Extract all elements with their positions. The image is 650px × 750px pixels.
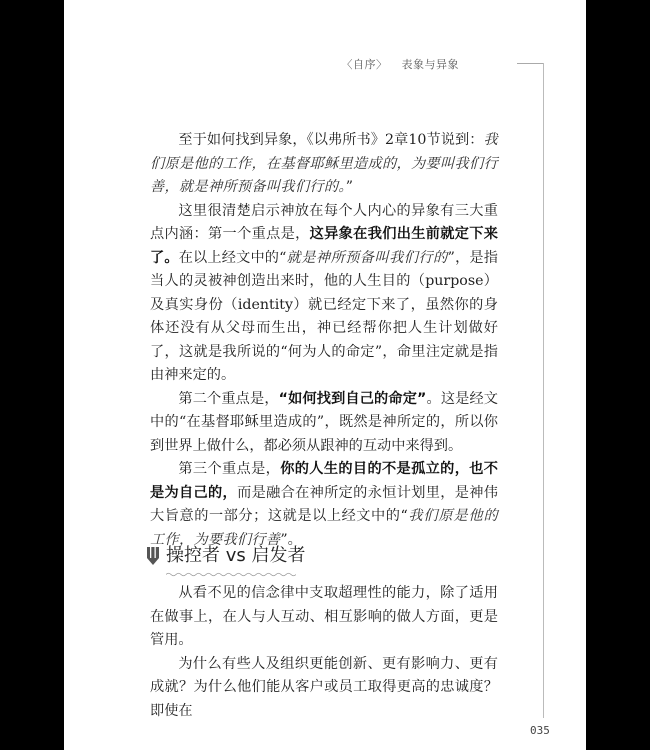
body-text: 在以上经文中的“ xyxy=(178,249,287,266)
scripture-quote: 我们原是他的工作，为要我们行善 xyxy=(150,508,498,548)
paragraph: 为什么有些人及组织更能创新、更有影响力、更有成就？为什么他们能从客户或员工取得更高的忠诚度？即使在 xyxy=(150,655,498,719)
running-header xyxy=(342,56,460,72)
section-title-text: 操控者 vs 启发者 xyxy=(166,545,306,566)
body-text: 而是融合在神所定的永恒计划里，是神伟大旨意的一部分；这就是以上经文中的“ xyxy=(150,484,498,524)
header-rule-horizontal xyxy=(517,63,544,64)
paragraph xyxy=(150,388,498,459)
paragraph: 从看不见的信念律中支取超理性的能力，除了适用在做事上，在人与人互动、相互影响的做人方面，更是管用。 xyxy=(150,585,498,648)
body-text: 第三个重点是， xyxy=(178,461,281,477)
body-text: 。这是经文中的“在基督耶稣里造成的”，既然是神所定的，所以你到世界上做什么，都必须从跟神的互动中来得到。 xyxy=(150,390,498,454)
running-header-chapter: 表象与异象 xyxy=(401,58,459,71)
emphasis-text: 这异象在我们出生前就定下来了。 xyxy=(150,226,498,266)
scripture-quote: 就是神所预备叫我们行的 xyxy=(286,249,448,266)
paragraph xyxy=(150,200,498,388)
pencil-icon xyxy=(146,546,160,566)
body-text: 这里很清楚启示神放在每个人内心的异象有三大重点内涵：第一个重点是， xyxy=(150,202,498,242)
body-text-top xyxy=(150,129,498,552)
body-text: ”。 xyxy=(280,531,302,548)
body-text: 第二个重点是， xyxy=(178,390,279,407)
emphasis-text: “如何找到自己的命定” xyxy=(278,390,427,407)
emphasis-text: 你的人生的目的不是孤立的，也不是为自己的， xyxy=(150,461,498,501)
scripture-quote: 我们原是他的工作，在基督耶稣里造成的，为要叫我们行善，就是神所预备叫我们行的。 xyxy=(150,132,498,195)
paragraph xyxy=(150,129,498,200)
body-text-bottom xyxy=(150,582,498,723)
running-header-section: 〈自序〉 xyxy=(341,58,388,71)
body-text: 至于如何找到异象，《以弗所书》2章10节说到： xyxy=(178,132,484,148)
page-number: 035 xyxy=(530,724,550,737)
body-text: ”，是指当人的灵被神创造出来时，他的人生目的（purpose）及真实身份（identity）就已经定下来了，虽然你的身体还没有从父母而生出，神已经帮你把人生计划做好了，这就是我所说的“何为人的命定”，命里注定就是指由神来定的。 xyxy=(150,249,498,383)
section-heading xyxy=(146,541,305,571)
wavy-underline xyxy=(166,572,296,577)
section-title xyxy=(166,541,305,571)
body-text: ” xyxy=(345,179,353,195)
margin-rule-vertical xyxy=(543,63,544,718)
paragraph xyxy=(150,458,498,552)
book-page xyxy=(64,0,586,750)
